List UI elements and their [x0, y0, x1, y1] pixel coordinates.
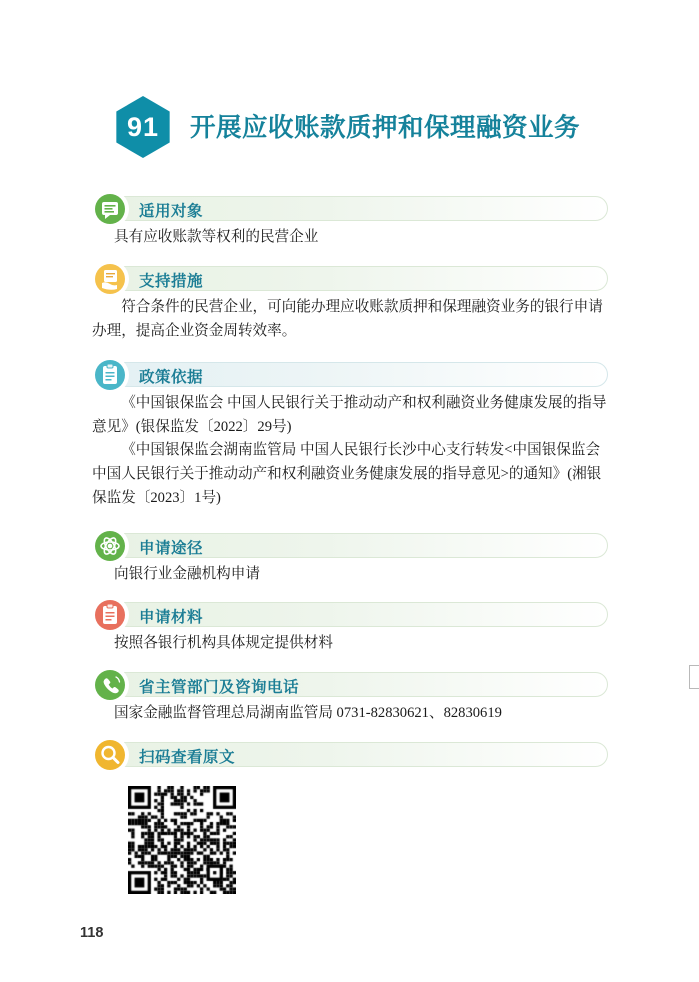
section-body — [92, 392, 608, 510]
qr-code-canvas — [128, 786, 236, 894]
body-paragraph: 符合条件的民营企业，可向能办理应收账款质押和保理融资业务的银行申请办理，提高企业资金周转效率。 — [92, 299, 603, 339]
section-body — [92, 226, 630, 250]
section-scan-original — [92, 742, 608, 767]
body-paragraph: 向银行业金融机构申请 — [114, 566, 260, 582]
section-header-bar — [92, 742, 608, 767]
section-applicable-objects — [92, 196, 608, 245]
body-paragraph: 《中国银保监会 中国人民银行关于推动动产和权利融资业务健康发展的指导意见》(银保监发〔2022〕29号) — [92, 395, 607, 435]
hand-document-icon — [91, 260, 129, 298]
section-header-bar — [92, 602, 608, 627]
section-provincial-authority — [92, 672, 608, 721]
section-number-badge — [112, 96, 174, 158]
body-paragraph: 按照各银行机构具体规定提供材料 — [114, 635, 333, 651]
section-header-bar — [92, 362, 608, 387]
section-application-channel — [92, 533, 608, 582]
section-header-bar — [92, 266, 608, 291]
section-body — [92, 632, 630, 656]
section-policy-basis — [92, 362, 608, 506]
body-paragraph: 《中国银保监会湖南监管局 中国人民银行长沙中心支行转发<中国银保监会 中国人民银行关于推动动产和权利融资业务健康发展的指导意见>的通知》(湘银保监发〔2023〕1号) — [92, 442, 602, 506]
page-title: 开展应收账款质押和保理融资业务 — [190, 114, 581, 142]
section-body — [92, 563, 630, 587]
section-label: 省主管部门及咨询电话 — [139, 679, 300, 696]
section-application-materials — [92, 602, 608, 651]
section-label: 扫码查看原文 — [139, 749, 236, 766]
section-body — [92, 702, 630, 726]
phone-icon — [91, 666, 129, 704]
section-label: 申请材料 — [139, 609, 204, 626]
section-label: 政策依据 — [139, 369, 204, 386]
clipboard-icon — [91, 356, 129, 394]
section-support-measures — [92, 266, 608, 339]
body-paragraph: 具有应收账款等权利的民营企业 — [114, 229, 319, 245]
body-paragraph: 国家金融监督管理总局湖南监管局 0731-82830621、82830619 — [114, 705, 502, 721]
atom-icon — [91, 527, 129, 565]
section-header-bar — [92, 196, 608, 221]
section-label: 支持措施 — [139, 273, 204, 290]
section-label: 申请途径 — [139, 540, 204, 557]
page-number: 118 — [80, 925, 104, 941]
section-label: 适用对象 — [139, 203, 204, 220]
qr-code[interactable] — [128, 786, 236, 894]
document-chat-icon — [91, 190, 129, 228]
page-title-row — [112, 96, 632, 158]
badge-number: 91 — [126, 112, 160, 142]
section-header-bar — [92, 672, 608, 697]
crop-mark — [689, 665, 699, 689]
magnifier-icon — [91, 736, 129, 774]
clipboard-list-icon — [91, 596, 129, 634]
section-header-bar — [92, 533, 608, 558]
section-body — [92, 296, 608, 343]
